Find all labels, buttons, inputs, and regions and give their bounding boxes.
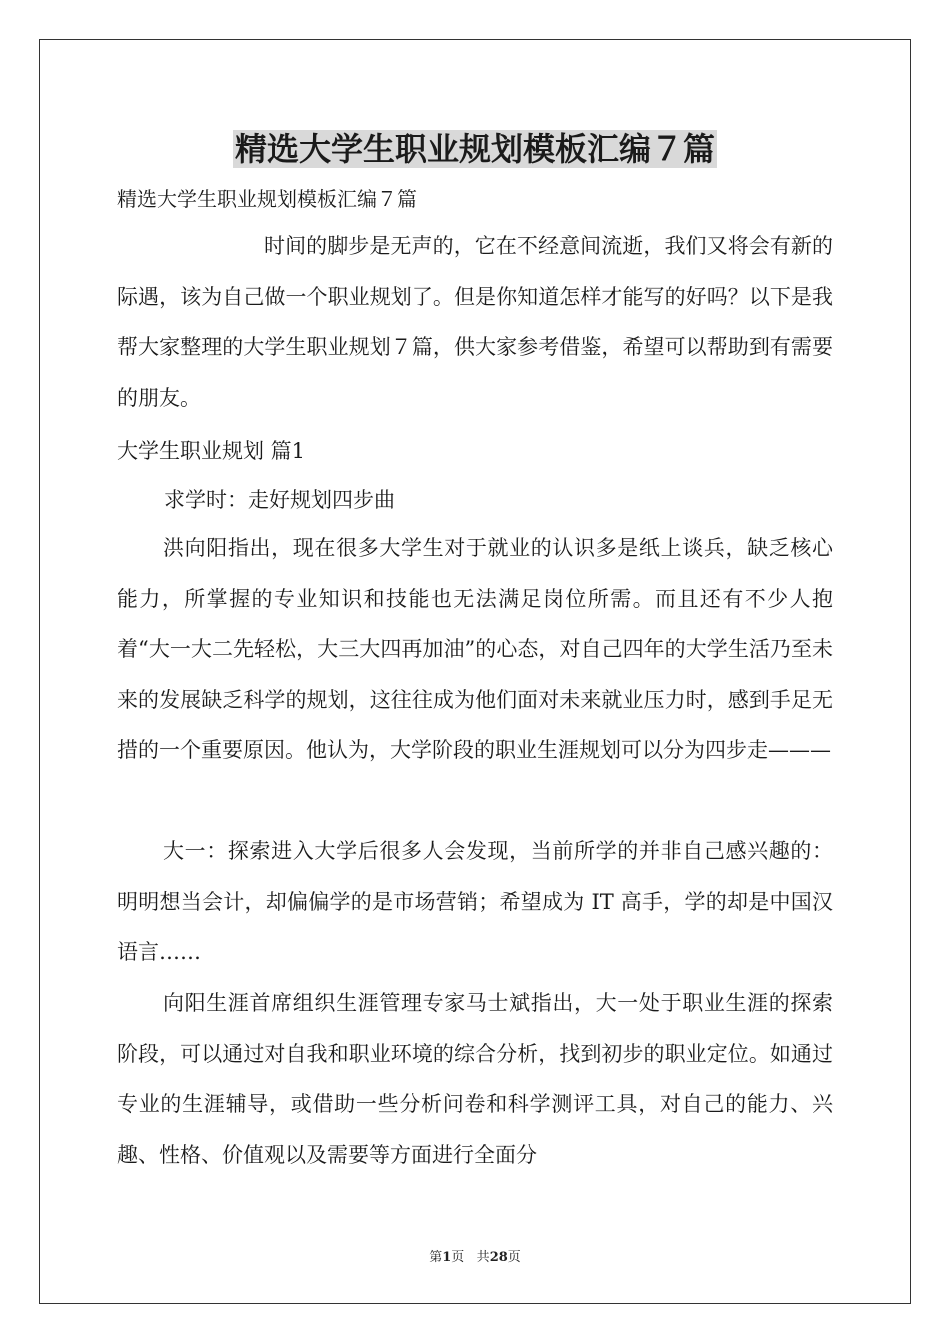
page-prefix: 第	[429, 1250, 443, 1265]
intro-paragraph: 时间的脚步是无声的，它在不经意间流逝，我们又将会有新的际遇，该为自己做一个职业规划了。但是你知道怎样才能写的好吗？以下是我帮大家整理的大学生职业规划７篇，供大家参考借鉴，希望可以帮助到有需要的朋友。	[117, 234, 833, 410]
document-title	[0, 126, 950, 172]
total-prefix: 共	[476, 1250, 490, 1265]
paragraph-3: 向阳生涯首席组织生涯管理专家马士斌指出，大一处于职业生涯的探索阶段，可以通过对自我和职业环境的综合分析，找到初步的职业定位。如通过专业的生涯辅导，或借助一些分析问卷和科学测评工具，对自己的能力、兴趣、性格、价值观以及需要等方面进行全面分	[117, 991, 833, 1167]
page-footer	[0, 1248, 950, 1268]
page-number: 1	[442, 1250, 452, 1265]
total-suffix: 页	[507, 1250, 521, 1265]
paragraph-2: 大一：探索进入大学后很多人会发现，当前所学的并非自己感兴趣的：明明想当会计，却偏偏学的是市场营销；希望成为 IT 高手，学的却是中国汉语言……	[117, 839, 833, 964]
paragraph-1: 洪向阳指出，现在很多大学生对于就业的认识多是纸上谈兵，缺乏核心能力，所掌握的专业知识和技能也无法满足岗位所需。而且还有不少人抱着“大一大二先轻松，大三大四再加油”的心态，对自己四年的大学生活乃至未来的发展缺乏科学的规划，这往往成为他们面对未来就业压力时，感到手足无措的一个重要原因。他认为，大学阶段的职业生涯规划可以分为四步走———	[117, 536, 833, 762]
sub-heading: 求学时：走好规划四步曲	[164, 488, 395, 512]
section-heading: 大学生职业规划 篇1	[117, 439, 306, 463]
page-suffix: 页	[451, 1250, 465, 1265]
document-subtitle: 精选大学生职业规划模板汇编７篇	[117, 187, 417, 211]
total-pages: 28	[489, 1250, 508, 1265]
document-title-text: 精选大学生职业规划模板汇编７篇	[234, 130, 715, 168]
